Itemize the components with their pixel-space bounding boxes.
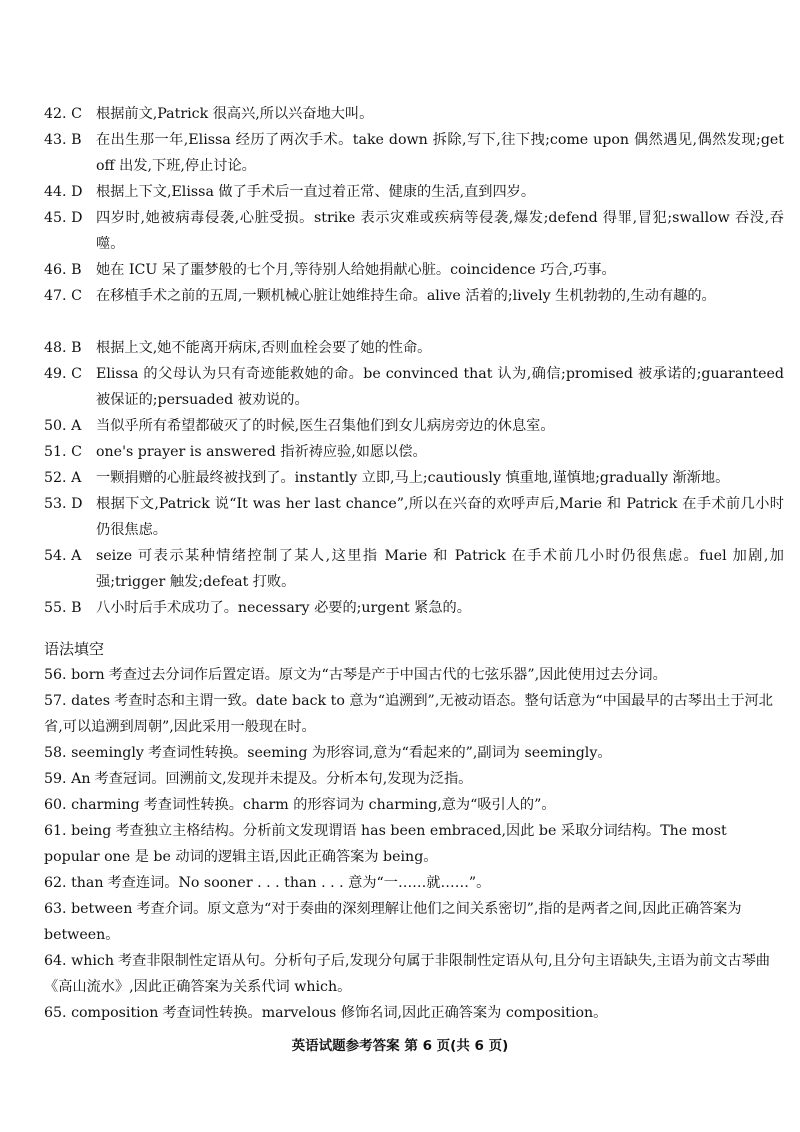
grammar-answer: 64. which	[44, 953, 114, 969]
answer-item-51	[44, 439, 784, 465]
grammar-item-65	[44, 1000, 784, 1026]
grammar-explanation: 考查非限制性定语从句。分析句子后,发现分句属于非限制性定语从句,且分句主语缺失,主语为前文古琴曲《高山流水》,因此正确答案为关系代词 which。	[44, 953, 770, 995]
grammar-explanation: 考查独立主格结构。分析前文发现谓语 has been embraced,因此 be 采取分词结构。The most popular one 是 be 动词的逻辑主语,因此正确答案为 being。	[44, 823, 727, 865]
grammar-item-64	[44, 948, 784, 1000]
grammar-answer: 56. born	[44, 667, 105, 683]
answer-number: 49. C	[44, 366, 82, 382]
answer-number: 43. B	[44, 132, 82, 148]
grammar-answer: 58. seemingly	[44, 745, 144, 761]
answer-item-53	[44, 491, 784, 543]
answer-number: 53. D	[44, 496, 83, 512]
answer-explanation: one's prayer is answered 指祈祷应验,如愿以偿。	[96, 444, 427, 460]
section-title: 语法填空	[44, 640, 105, 658]
answer-explanation: seize 可表示某种情绪控制了某人,这里指 Marie 和 Patrick 在手术前几小时仍很焦虑。fuel 加剧,加强;trigger 触发;defeat 打败。	[96, 548, 784, 590]
grammar-item-58	[44, 740, 784, 766]
answer-number: 44. D	[44, 184, 83, 200]
grammar-answer: 63. between	[44, 901, 133, 917]
answer-number: 48. B	[44, 340, 82, 356]
grammar-explanation: 考查介词。原文意为“对于奏曲的深刻理解让他们之间关系密切”,指的是两者之间,因此正确答案为 between。	[44, 901, 742, 943]
grammar-explanation: 考查过去分词作后置定语。原文为“古琴是产于中国古代的七弦乐器”,因此使用过去分词。	[108, 667, 667, 683]
answer-item-50	[44, 413, 784, 439]
answer-item-43	[44, 127, 784, 179]
grammar-explanation: 考查词性转换。seeming 为形容词,意为“看起来的”,副词为 seemingly。	[147, 745, 612, 761]
grammar-item-57	[44, 688, 784, 740]
answer-explanation: 一颗捐赠的心脏最终被找到了。instantly 立即,马上;cautiously 慎重地,谨慎地;gradually 渐渐地。	[96, 470, 730, 486]
grammar-explanation: 考查冠词。回溯前文,发现并未提及。分析本句,发现为泛指。	[94, 771, 473, 787]
answer-item-48	[44, 335, 784, 361]
answer-item-47	[44, 283, 784, 309]
answer-item-45	[44, 205, 784, 257]
grammar-explanation: 考查词性转换。marvelous 修饰名词,因此正确答案为 composition。	[162, 1005, 608, 1021]
answer-explanation: 在移植手术之前的五周,一颗机械心脏让她维持生命。alive 活着的;lively 生机勃勃的,生动有趣的。	[96, 288, 716, 304]
answer-explanation: Elissa 的父母认为只有奇迹能救她的命。be convinced that 认为,确信;promised 被承诺的;guaranteed 被保证的;persuaded 被劝说的。	[96, 366, 784, 408]
answer-item-54	[44, 543, 784, 595]
page-footer: 英语试题参考答案 第 6 页(共 6 页)	[291, 1038, 509, 1054]
grammar-explanation: 考查词性转换。charm 的形容词为 charming,意为“吸引人的”。	[143, 797, 556, 813]
answer-item-42	[44, 101, 784, 127]
grammar-answer: 57. dates	[44, 693, 110, 709]
answer-item-52	[44, 465, 784, 491]
grammar-item-59	[44, 766, 784, 792]
answer-item-46	[44, 257, 784, 283]
answer-number: 50. A	[44, 418, 82, 434]
answer-explanation: 根据上文,她不能离开病床,否则血栓会要了她的性命。	[96, 340, 432, 356]
answer-number: 55. B	[44, 600, 82, 616]
answer-number: 45. D	[44, 210, 83, 226]
grammar-item-60	[44, 792, 784, 818]
answer-explanation: 她在 ICU 呆了噩梦般的七个月,等待别人给她捐献心脏。coincidence 巧合,巧事。	[96, 262, 616, 278]
answer-explanation: 根据上下文,Elissa 做了手术后一直过着正常、健康的生活,直到四岁。	[96, 184, 536, 200]
answer-explanation: 根据前文,Patrick 很高兴,所以兴奋地大叫。	[96, 106, 374, 122]
grammar-answer: 60. charming	[44, 797, 140, 813]
grammar-answer: 65. composition	[44, 1005, 159, 1021]
grammar-item-56	[44, 662, 784, 688]
grammar-explanation: 考查时态和主谓一致。date back to 意为“追溯到”,无被动语态。整句话意为“中国最早的古琴出土于河北省,可以追溯到周朝”,因此采用一般现在时。	[44, 693, 773, 735]
answer-item-49	[44, 361, 784, 413]
grammar-item-63	[44, 896, 784, 948]
answer-explanation: 四岁时,她被病毒侵袭,心脏受损。strike 表示灾难或疾病等侵袭,爆发;defend 得罪,冒犯;swallow 吞没,吞噬。	[96, 210, 784, 252]
answer-number: 54. A	[44, 548, 82, 564]
answer-number: 42. C	[44, 106, 82, 122]
answer-explanation: 八小时后手术成功了。necessary 必要的;urgent 紧急的。	[96, 600, 471, 616]
grammar-answer: 62. than	[44, 875, 104, 891]
answer-explanation: 在出生那一年,Elissa 经历了两次手术。take down 拆除,写下,往下拽;come upon 偶然遇见,偶然发现;get off 出发,下班,停止讨论。	[96, 132, 784, 174]
answer-explanation: 当似乎所有希望都破灭了的时候,医生召集他们到女儿病房旁边的休息室。	[96, 418, 555, 434]
grammar-explanation: 考查连词。No sooner . . . than . . . 意为“一……就……”。	[107, 875, 491, 891]
answer-number: 47. C	[44, 288, 82, 304]
answer-number: 51. C	[44, 444, 82, 460]
grammar-item-62	[44, 870, 784, 896]
grammar-answer: 59. An	[44, 771, 91, 787]
answer-item-44	[44, 179, 784, 205]
grammar-item-61	[44, 818, 784, 870]
answer-explanation: 根据下文,Patrick 说“It was her last chance”,所以在兴奋的欢呼声后,Marie 和 Patrick 在手术前几小时仍很焦虑。	[96, 496, 784, 538]
grammar-answer: 61. being	[44, 823, 112, 839]
answer-number: 52. A	[44, 470, 82, 486]
answer-item-55	[44, 595, 784, 621]
answer-number: 46. B	[44, 262, 82, 278]
